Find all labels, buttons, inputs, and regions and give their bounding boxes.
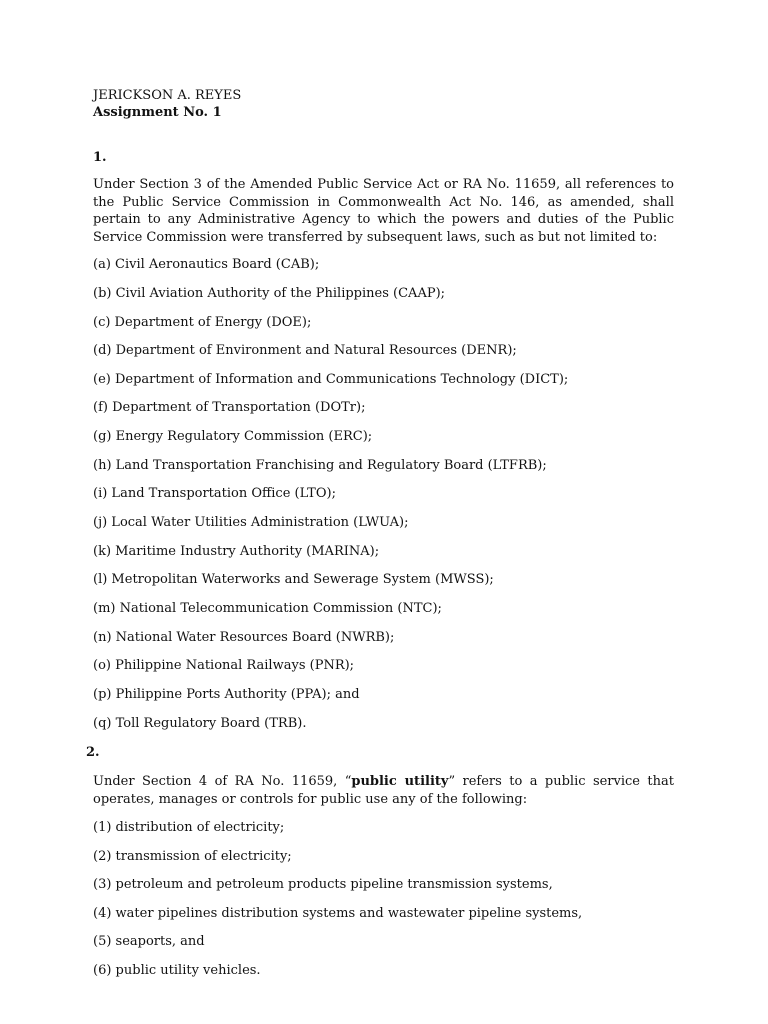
- list-item: (o) Philippine National Railways (PNR);: [93, 658, 355, 673]
- list-item: (4) water pipelines distribution systems and wastewater pipeline systems,: [93, 906, 583, 921]
- list-item: (a) Civil Aeronautics Board (CAB);: [93, 257, 320, 272]
- question-1-number: 1.: [93, 150, 107, 165]
- list-item: (q) Toll Regulatory Board (TRB).: [93, 716, 307, 731]
- list-item: (g) Energy Regulatory Commission (ERC);: [93, 429, 373, 444]
- question-2-intro-after: ” refers to a public service that operates, manages or controls for public use any of the following:: [93, 774, 674, 807]
- list-item: (j) Local Water Utilities Administration (LWUA);: [93, 515, 409, 530]
- list-item: (n) National Water Resources Board (NWRB);: [93, 630, 395, 645]
- question-1-intro: Under Section 3 of the Amended Public Service Act or RA No. 11659, all references to the Public Service Commission in Commonwealth Act No. 146, as amended, shall pertain to any Administrative Agency to which the powers and duties of the Public Service Commission were transferred by subsequent laws, such as but not limited to:: [93, 177, 674, 245]
- list-item: (2) transmission of electricity;: [93, 849, 292, 864]
- list-item: (c) Department of Energy (DOE);: [93, 315, 312, 330]
- list-item: (1) distribution of electricity;: [93, 820, 285, 835]
- assignment-title: Assignment No. 1: [93, 105, 222, 120]
- list-item: (l) Metropolitan Waterworks and Sewerage System (MWSS);: [93, 572, 494, 587]
- list-item: (i) Land Transportation Office (LTO);: [93, 486, 336, 501]
- list-item: (6) public utility vehicles.: [93, 963, 261, 978]
- list-item: (3) petroleum and petroleum products pipeline transmission systems,: [93, 877, 553, 892]
- list-item: (p) Philippine Ports Authority (PPA); and: [93, 687, 360, 702]
- list-item: (5) seaports, and: [93, 934, 205, 949]
- public-utility-term: public utility: [351, 774, 449, 789]
- list-item: (e) Department of Information and Communications Technology (DICT);: [93, 372, 569, 387]
- list-item: (k) Maritime Industry Authority (MARINA);: [93, 544, 380, 559]
- question-2-number: 2.: [86, 745, 100, 760]
- list-item: (f) Department of Transportation (DOTr);: [93, 400, 366, 415]
- author-name: JERICKSON A. REYES: [93, 88, 242, 103]
- list-item: (m) National Telecommunication Commission (NTC);: [93, 601, 442, 616]
- list-item: (b) Civil Aviation Authority of the Philippines (CAAP);: [93, 286, 446, 301]
- question-2-intro: [93, 773, 674, 808]
- list-item: (h) Land Transportation Franchising and Regulatory Board (LTFRB);: [93, 458, 547, 473]
- question-2-intro-before: Under Section 4 of RA No. 11659, “: [93, 774, 352, 789]
- list-item: (d) Department of Environment and Natural Resources (DENR);: [93, 343, 517, 358]
